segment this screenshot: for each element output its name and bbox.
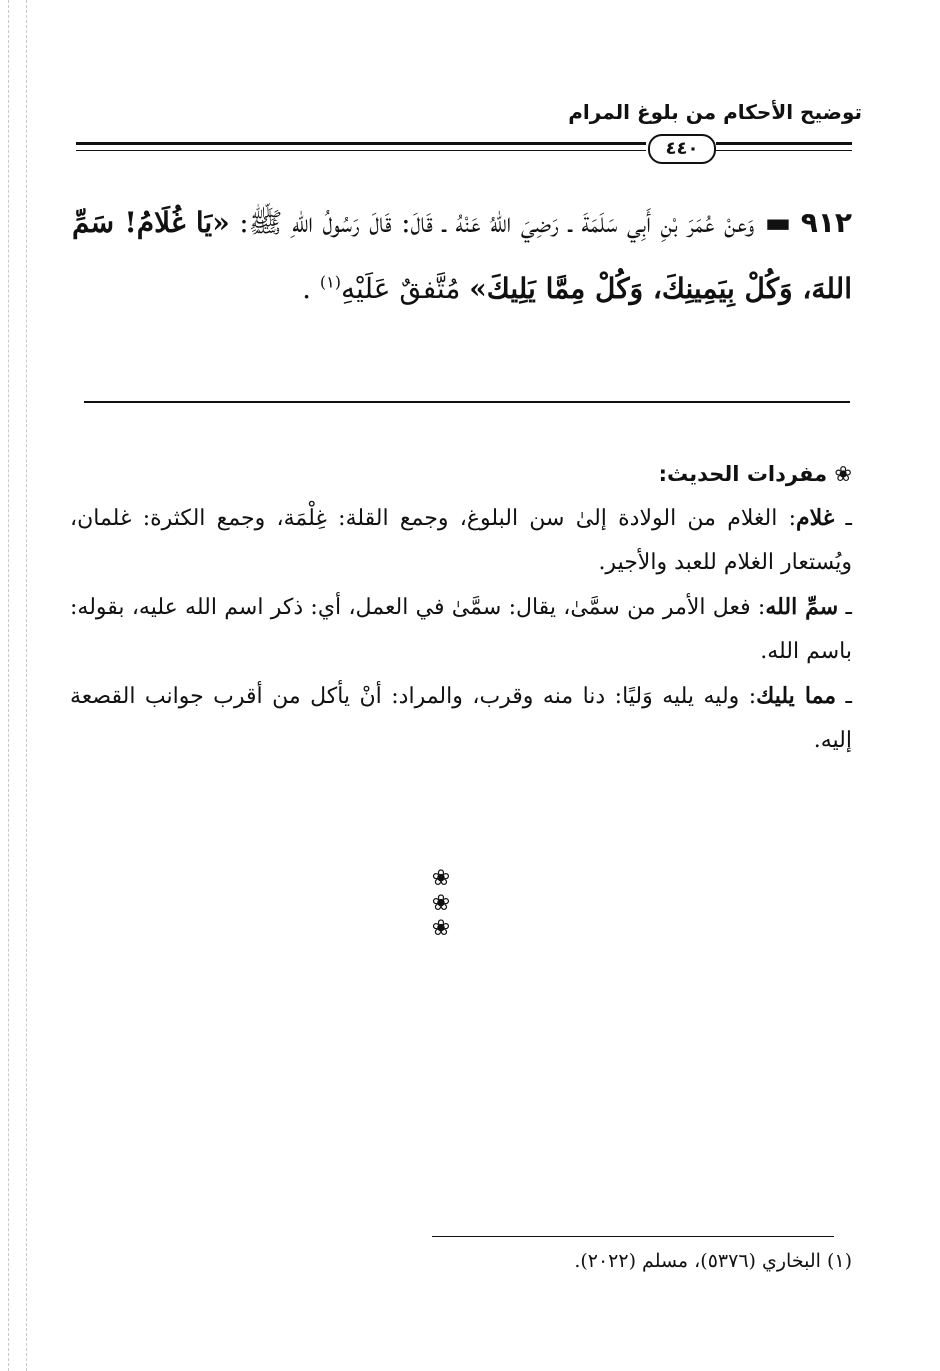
star-separator: ❀ ❀ ❀ bbox=[431, 866, 485, 941]
vocabulary-entry bbox=[70, 585, 852, 674]
entry-definition: : فعل الأمر من سمَّىٰ، يقال: سمَّىٰ في العمل، أي: ذكر اسم الله عليه، بقوله: باسم الله. bbox=[70, 595, 852, 664]
hadith-number-dash: ▬ bbox=[754, 206, 792, 239]
vocabulary-entry bbox=[70, 674, 852, 763]
entry-dash: ـ bbox=[838, 595, 852, 620]
hadith-closing: . bbox=[302, 272, 320, 305]
header-rule-left-thin bbox=[76, 150, 646, 151]
entry-definition: : وليه يليه وَليًا: دنا منه وقرب، والمراد: أنْ يأكل من أقرب جوانب القصعة إليه. bbox=[70, 684, 852, 753]
vocabulary-title bbox=[70, 452, 852, 496]
scan-artifact-line bbox=[26, 0, 27, 1371]
page-number: ٤٤٠ bbox=[648, 134, 716, 164]
section-divider bbox=[84, 401, 850, 403]
hadith-source: مُتَّفقٌ عَلَيْهِ bbox=[341, 272, 470, 305]
footnote-rule bbox=[432, 1236, 834, 1237]
hadith-number: ٩١٢ bbox=[800, 206, 853, 239]
flower-icon: ❀ bbox=[834, 462, 852, 486]
header-rule-right-thin bbox=[716, 150, 852, 151]
entry-term: سمِّ الله bbox=[765, 594, 839, 620]
vocabulary-entry bbox=[70, 496, 852, 585]
entry-definition: : الغلام من الولادة إلىٰ سن البلوغ، وجمع القلة: غِلْمَة، وجمع الكثرة: غلمان، ويُستعار الغلام للعبد والأجير. bbox=[70, 506, 852, 575]
hadith-text bbox=[72, 190, 852, 322]
book-title: توضيح الأحكام من بلوغ المرام bbox=[568, 100, 862, 124]
hadith-quote: «يَا غُلَامُ! سَمِّ اللهَ، وَكُلْ بِيَمِينِكَ، وَكُلْ مِمَّا يَلِيكَ» bbox=[72, 206, 852, 305]
header-rule-left-thick bbox=[76, 142, 646, 145]
footnote-text: البخاري (٥٣٧٦)، مسلم (٢٠٢٢). bbox=[574, 1250, 821, 1272]
vocabulary-section bbox=[70, 452, 852, 763]
running-header bbox=[70, 100, 862, 130]
footnote-reference[interactable]: (١) bbox=[319, 272, 342, 292]
hadith-intro: وَعنْ عُمَرَ بْنِ أَبِي سَلَمَةَ ـ رَضِيَ اللهُ عَنْهُ ـ قَالَ: قَالَ رَسُولُ اللهِ ﷺ: bbox=[229, 206, 755, 239]
footnote-number: (١) bbox=[826, 1250, 852, 1272]
entry-dash: ـ bbox=[836, 684, 853, 709]
vocabulary-title-text: مفردات الحديث: bbox=[658, 462, 828, 486]
header-rule-right-thick bbox=[716, 142, 852, 145]
footnote bbox=[420, 1250, 852, 1272]
entry-dash: ـ bbox=[834, 506, 852, 531]
entry-term: مما يليك bbox=[756, 683, 837, 709]
scan-artifact-line bbox=[8, 0, 9, 1371]
entry-term: غلام bbox=[796, 505, 835, 531]
